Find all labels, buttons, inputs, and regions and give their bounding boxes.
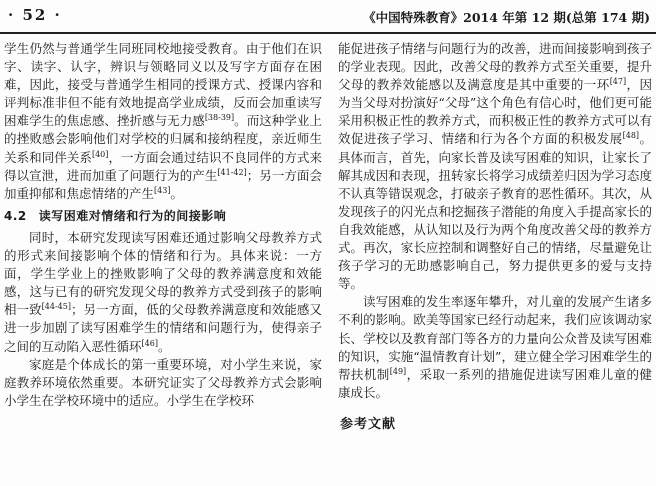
paragraph-text: ，因为当父母对扮演好“父母”这个角色有信心时，他们更可能采用积极正性的教养方式，而积极正性的教养方式可以有效促进孩子学习、情绪和行为各个方面的积极发展 xyxy=(338,77,652,147)
header-rule xyxy=(0,32,656,34)
paragraph-text: ；另一方面会加重抑郁和焦虑情绪的产生 xyxy=(4,167,322,201)
citation: [46] xyxy=(141,338,158,348)
citation: [41-42] xyxy=(217,167,247,177)
section-number: 4.2 xyxy=(4,208,27,223)
paragraph-text: 能促进孩子情绪与问题行为的改善，进而间接影响到孩子的学业表现。因此，改善父母的教养方式至关重要，提升父母的教养效能感以及满意度是其中重要的一环 xyxy=(338,41,652,93)
section-title: 读写困难对情绪和行为的间接影响 xyxy=(38,208,227,223)
paragraph-text: ；另一方面，低的父母教养满意度和效能感又进一步加剧了读写困难学生的情绪和问题行为，使得亲子之间的互动陷入恶性循环 xyxy=(4,302,322,354)
paragraph xyxy=(338,40,652,293)
paragraph-text: 读写困难的发生率逐年攀升，对儿童的发展产生诸多不利的影响。欧美等国家已经行动起来，我们应该调动家长、学校以及教育部门等各方的力量向公众普及读写困难的知识，实施“温情教育计划”，建立健全学习困难学生的帮扶机制 xyxy=(338,294,652,382)
page-header xyxy=(0,4,656,28)
page-number: · 52 · xyxy=(8,6,62,24)
citation: [38-39] xyxy=(204,113,235,123)
citation: [40] xyxy=(91,149,109,159)
paragraph xyxy=(338,293,652,402)
paragraph-text: 学生仍然与普通学生同班同校地接受教育。由于他们在识字、读字、认字，辨识与领略同义以及写字方面存在困难，因此，接受与普通学生相同的授课方式、授课内容和评判标准非但不能有效地提高学业成绩，反而会加重读写困难学生的焦虑感、挫折感与无力感 xyxy=(4,41,322,129)
paragraph xyxy=(4,229,322,356)
paragraph-text: 家庭是个体成长的第一重要环境，对小学生来说，家庭教养环境依然重要。本研究证实了父母教养方式会影响小学生在学校环境中的适应。小学生在学校环 xyxy=(4,356,322,408)
references-heading: 参考文献 xyxy=(340,416,397,432)
paragraph-text: ，采取一系列的措施促进读写困难儿童的健康成长。 xyxy=(338,366,652,400)
citation: [49] xyxy=(389,366,407,376)
paragraph-text: 。 xyxy=(157,338,171,354)
paragraph-text: ，一方面会通过结识不良同伴的方式来得以宣泄，进而加重了问题行为的产生 xyxy=(4,149,322,183)
citation: [43] xyxy=(154,185,171,195)
paragraph-text: 。具体而言，首先，向家长普及读写困难的知识，让家长了解其成因和表现，扭转家长将学习成绩差归因为学习态度不认真等错误观念，打破亲子教育的恶性循环。其次，从发现孩子的闪光点和挖掘孩子潜能的角度入手提高家长的自我效能感，从认知以及行为两个角度改善父母的教养方式。再次，家长应控制和调整好自己的情绪，尽量避免让孩子学习的无助感影响自己，努力提供更多的爱与支持等。 xyxy=(338,131,652,292)
paragraph-text: 同时，本研究发现读写困难还通过影响父母教养方式的形式来间接影响个体的情绪和行为。具体来说：一方面，学生学业上的挫败影响了父母的教养满意度和效能感，这与已有的研究发现父母的教养方式受到孩子的影响相一致 xyxy=(4,229,322,318)
section-heading xyxy=(4,207,322,225)
citation: [48] xyxy=(622,131,640,141)
paragraph-text: 。 xyxy=(170,185,183,201)
citation: [47] xyxy=(609,77,627,87)
journal-title: 《中国特殊教育》2014 年第 12 期(总第 174 期) xyxy=(363,10,650,25)
right-column xyxy=(338,40,652,434)
citation: [44-45] xyxy=(41,302,71,312)
paragraph xyxy=(4,40,322,203)
left-column xyxy=(4,40,322,410)
paragraph xyxy=(4,356,322,410)
paragraph-text: 。而这种学业上的挫败感会影响他们对学校的归属和接纳程度，亲近师生关系和同伴关系 xyxy=(4,113,322,165)
